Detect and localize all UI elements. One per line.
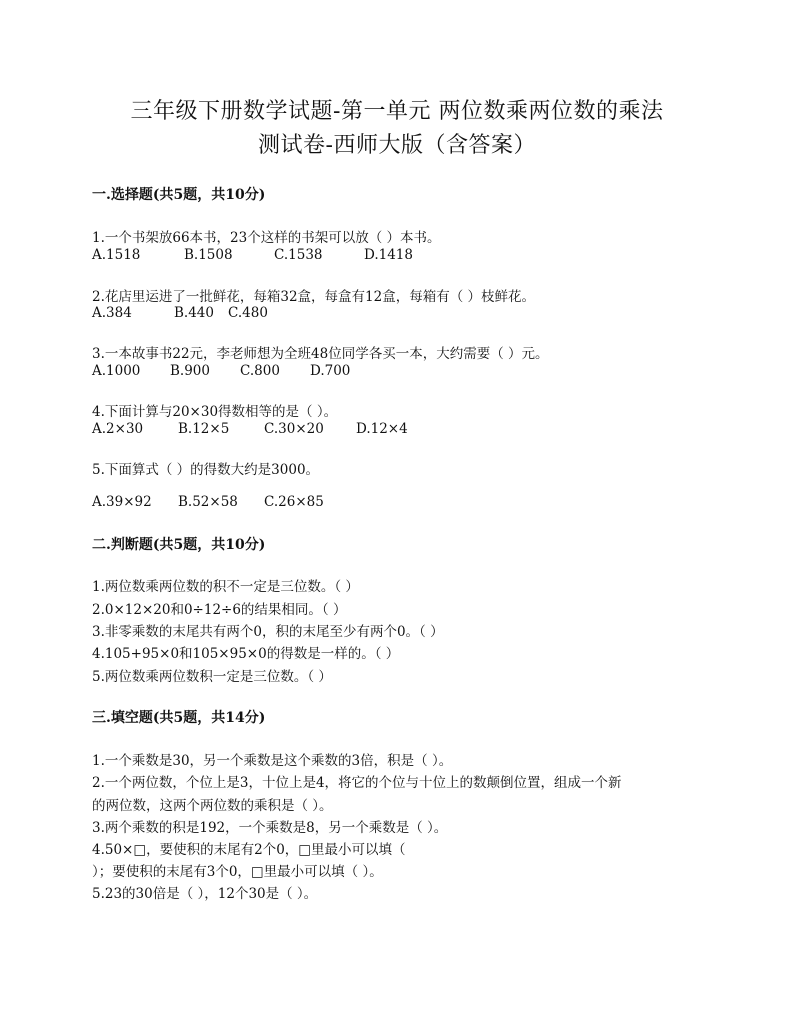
option-b: B.1508 [184, 247, 233, 263]
option-a: A.39×92 [92, 494, 152, 510]
option-a: A.384 [92, 305, 132, 321]
section-heading-judgement: 二.判断题(共5题，共10分) [92, 537, 266, 553]
question-options [92, 305, 268, 321]
question-options [92, 494, 324, 510]
question-text: ）；要使积的末尾有3个0，□里最小可以填（ ）。 [92, 864, 383, 880]
option-b: B.12×5 [178, 421, 230, 437]
option-c: C.1538 [274, 247, 323, 263]
question-text: 1.一个书架放66本书，23个这样的书架可以放（ ）本书。 [92, 230, 441, 246]
option-c: C.480 [228, 305, 268, 321]
option-c: C.30×20 [264, 421, 324, 437]
option-d: D.12×4 [356, 421, 408, 437]
question-text: 4.105+95×0和105×95×0的得数是一样的。（ ） [92, 646, 400, 662]
question-options [92, 421, 408, 437]
section-heading-choice: 一.选择题(共5题，共10分) [92, 187, 266, 203]
question-options [92, 247, 413, 263]
option-d: D.1418 [364, 247, 413, 263]
question-text: 1.两位数乘两位数的积不一定是三位数。（ ） [92, 579, 359, 595]
option-a: A.1518 [92, 247, 141, 263]
question-text: 4.50×□，要使积的末尾有2个0，□里最小可以填（ [92, 842, 406, 858]
option-b: B.440 [174, 305, 214, 321]
option-b: B.52×58 [178, 494, 238, 510]
question-text: 2.花店里运进了一批鲜花，每箱32盒，每盒有12盒，每箱有（ ）枝鲜花。 [92, 289, 536, 305]
section-heading-fill-in: 三.填空题(共5题，共14分) [92, 710, 266, 726]
question-text: 5.23的30倍是（ ），12个30是（ ）。 [92, 886, 318, 902]
question-text: 3.一本故事书22元，李老师想为全班48位同学各买一本，大约需要（ ）元。 [92, 346, 549, 362]
option-c: C.800 [240, 363, 280, 379]
option-b: B.900 [170, 363, 210, 379]
question-text: 1.一个乘数是30，另一个乘数是这个乘数的3倍，积是（ ）。 [92, 753, 453, 769]
question-text: 5.下面算式（ ）的得数大约是3000。 [92, 462, 320, 478]
option-d: D.700 [310, 363, 351, 379]
question-text: 2.一个两位数，个位上是3，十位上是4，将它的个位与十位上的数颠倒位置，组成一个新 [92, 775, 622, 791]
question-text: 3.非零乘数的末尾共有两个0，积的末尾至少有两个0。（ ） [92, 624, 444, 640]
option-a: A.1000 [92, 363, 141, 379]
question-text: 3.两个乘数的积是192，一个乘数是8，另一个乘数是（ ）。 [92, 820, 448, 836]
question-text: 的两位数，这两个两位数的乘积是（ ）。 [92, 798, 333, 814]
question-text: 2.0×12×20和0÷12÷6的结果相同。（ ） [92, 602, 347, 618]
doc-title-line-1: 三年级下册数学试题-第一单元 两位数乘两位数的乘法 [130, 99, 664, 124]
doc-title-line-2: 测试卷-西师大版（含答案） [258, 133, 536, 158]
question-text: 4.下面计算与20×30得数相等的是（ ）。 [92, 404, 338, 420]
question-text: 5.两位数乘两位数积一定是三位数。（ ） [92, 669, 332, 685]
option-a: A.2×30 [92, 421, 144, 437]
option-c: C.26×85 [264, 494, 324, 510]
question-options [92, 363, 350, 379]
